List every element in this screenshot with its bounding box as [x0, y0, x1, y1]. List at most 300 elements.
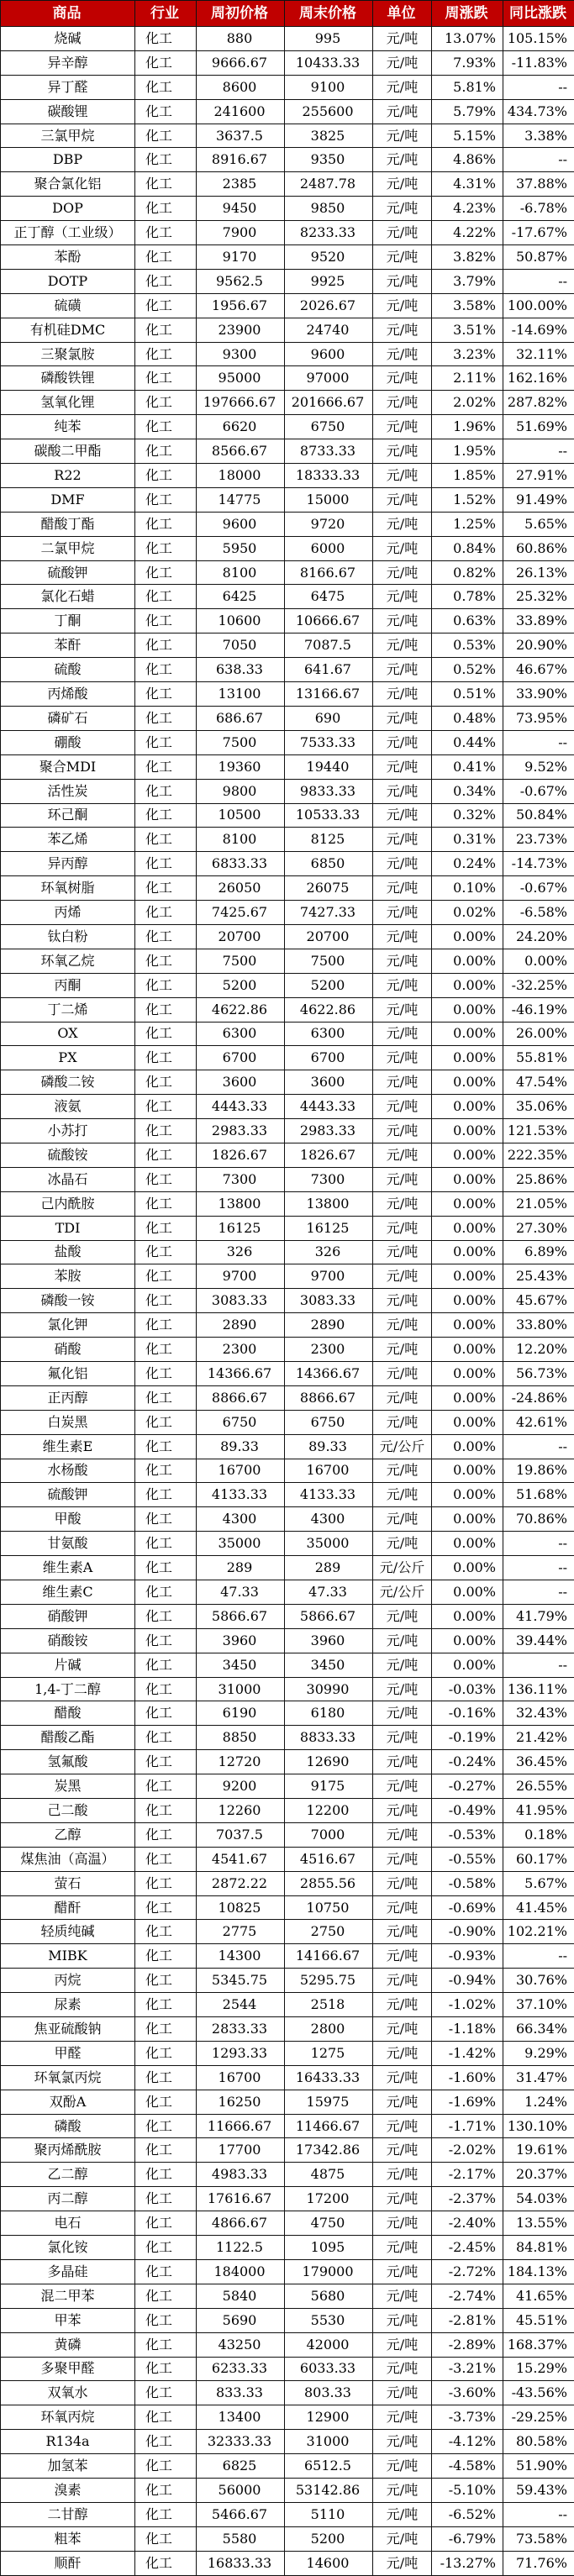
weekly-change-cell: -0.27% — [432, 1774, 503, 1799]
commodity-cell: DOTP — [1, 269, 135, 293]
industry-cell: 化工 — [135, 2454, 197, 2479]
week-start-price-cell: 3960 — [197, 1628, 285, 1653]
week-start-price-cell: 4541.67 — [197, 1847, 285, 1871]
week-end-price-cell: 5200 — [285, 2526, 373, 2551]
week-start-price-cell: 12720 — [197, 1750, 285, 1774]
week-start-price-cell: 833.33 — [197, 2381, 285, 2405]
week-start-price-cell: 13400 — [197, 2405, 285, 2430]
table-row — [1, 1895, 574, 1920]
week-end-price-cell: 7533.33 — [285, 730, 373, 754]
table-row — [1, 27, 574, 51]
week-start-price-cell: 3083.33 — [197, 1289, 285, 1313]
industry-cell: 化工 — [135, 439, 197, 464]
week-start-price-cell: 16250 — [197, 2090, 285, 2114]
industry-cell: 化工 — [135, 1338, 197, 1362]
yoy-change-cell: 47.54% — [503, 1070, 574, 1095]
week-start-price-cell: 6425 — [197, 585, 285, 609]
weekly-change-cell: 0.00% — [432, 924, 503, 949]
weekly-change-cell: 0.00% — [432, 1434, 503, 1459]
yoy-change-cell: 30.76% — [503, 1969, 574, 1993]
table-row — [1, 1604, 574, 1628]
industry-cell: 化工 — [135, 560, 197, 585]
industry-cell: 化工 — [135, 75, 197, 99]
header-week-end-price: 周末价格 — [285, 1, 373, 27]
yoy-change-cell: -- — [503, 439, 574, 464]
commodity-cell: R134a — [1, 2430, 135, 2454]
table-row — [1, 2041, 574, 2065]
industry-cell: 化工 — [135, 2017, 197, 2042]
weekly-change-cell: -0.94% — [432, 1969, 503, 1993]
unit-cell: 元/吨 — [373, 828, 432, 852]
week-end-price-cell: 3450 — [285, 1653, 373, 1677]
yoy-change-cell: 102.21% — [503, 1920, 574, 1944]
yoy-change-cell: 59.43% — [503, 2478, 574, 2502]
week-end-price-cell: 1275 — [285, 2041, 373, 2065]
week-start-price-cell: 14775 — [197, 487, 285, 512]
industry-cell: 化工 — [135, 2065, 197, 2090]
commodity-cell: 己二酸 — [1, 1799, 135, 1823]
week-start-price-cell: 17616.67 — [197, 2187, 285, 2211]
yoy-change-cell: 1.24% — [503, 2090, 574, 2114]
yoy-change-cell: 41.79% — [503, 1604, 574, 1628]
weekly-change-cell: 0.51% — [432, 682, 503, 707]
week-end-price-cell: 14166.67 — [285, 1944, 373, 1969]
commodity-cell: 硫酸钾 — [1, 1483, 135, 1507]
commodity-cell: 纯苯 — [1, 415, 135, 439]
yoy-change-cell: 105.15% — [503, 27, 574, 51]
week-end-price-cell: 7500 — [285, 949, 373, 973]
yoy-change-cell: -0.67% — [503, 876, 574, 901]
commodity-cell: 黄磷 — [1, 2332, 135, 2357]
table-row — [1, 512, 574, 536]
week-start-price-cell: 2544 — [197, 1993, 285, 2017]
week-start-price-cell: 6833.33 — [197, 852, 285, 876]
yoy-change-cell: 130.10% — [503, 2114, 574, 2138]
week-start-price-cell: 31000 — [197, 1677, 285, 1701]
week-start-price-cell: 1293.33 — [197, 2041, 285, 2065]
unit-cell: 元/吨 — [373, 464, 432, 488]
weekly-change-cell: 0.52% — [432, 658, 503, 682]
week-start-price-cell: 10825 — [197, 1895, 285, 1920]
header-industry: 行业 — [135, 1, 197, 27]
commodity-cell: 活性炭 — [1, 779, 135, 803]
commodity-cell: PX — [1, 1046, 135, 1070]
unit-cell: 元/吨 — [373, 1313, 432, 1338]
week-start-price-cell: 5950 — [197, 536, 285, 560]
weekly-change-cell: -2.02% — [432, 2138, 503, 2163]
yoy-change-cell: -- — [503, 2502, 574, 2526]
unit-cell: 元/吨 — [373, 487, 432, 512]
week-start-price-cell: 880 — [197, 27, 285, 51]
table-row — [1, 1556, 574, 1580]
table-row — [1, 1628, 574, 1653]
commodity-cell: 环氧丙烷 — [1, 2405, 135, 2430]
week-end-price-cell: 9600 — [285, 342, 373, 366]
unit-cell: 元/吨 — [373, 2187, 432, 2211]
weekly-change-cell: -0.49% — [432, 1799, 503, 1823]
commodity-cell: 液氨 — [1, 1095, 135, 1119]
weekly-change-cell: 4.22% — [432, 221, 503, 245]
week-end-price-cell: 803.33 — [285, 2381, 373, 2405]
weekly-change-cell: 4.31% — [432, 172, 503, 197]
yoy-change-cell: -46.19% — [503, 997, 574, 1022]
week-start-price-cell: 7900 — [197, 221, 285, 245]
yoy-change-cell: 50.87% — [503, 245, 574, 270]
industry-cell: 化工 — [135, 1216, 197, 1240]
week-end-price-cell: 6180 — [285, 1701, 373, 1726]
week-end-price-cell: 89.33 — [285, 1434, 373, 1459]
unit-cell: 元/吨 — [373, 1750, 432, 1774]
commodity-cell: 苯酐 — [1, 633, 135, 658]
unit-cell: 元/吨 — [373, 2308, 432, 2332]
yoy-change-cell: 56.73% — [503, 1361, 574, 1385]
yoy-change-cell: 45.51% — [503, 2308, 574, 2332]
week-end-price-cell: 179000 — [285, 2259, 373, 2284]
commodity-cell: 小苏打 — [1, 1119, 135, 1143]
commodity-cell: 二氯甲烷 — [1, 536, 135, 560]
week-start-price-cell: 7050 — [197, 633, 285, 658]
table-row — [1, 1119, 574, 1143]
table-row — [1, 2381, 574, 2405]
week-end-price-cell: 3960 — [285, 1628, 373, 1653]
week-start-price-cell: 18000 — [197, 464, 285, 488]
week-end-price-cell: 326 — [285, 1240, 373, 1264]
week-start-price-cell: 16700 — [197, 1459, 285, 1483]
unit-cell: 元/吨 — [373, 2526, 432, 2551]
unit-cell: 元/吨 — [373, 1895, 432, 1920]
commodity-cell: 氯化钾 — [1, 1313, 135, 1338]
unit-cell: 元/吨 — [373, 536, 432, 560]
weekly-change-cell: 0.41% — [432, 754, 503, 779]
unit-cell: 元/吨 — [373, 366, 432, 391]
week-start-price-cell: 5466.67 — [197, 2502, 285, 2526]
week-start-price-cell: 5866.67 — [197, 1604, 285, 1628]
commodity-cell: 粗苯 — [1, 2526, 135, 2551]
week-end-price-cell: 995 — [285, 27, 373, 51]
commodity-cell: 混二甲苯 — [1, 2284, 135, 2308]
yoy-change-cell: 222.35% — [503, 1143, 574, 1167]
table-row — [1, 1022, 574, 1046]
table-row — [1, 2357, 574, 2381]
week-start-price-cell: 2833.33 — [197, 2017, 285, 2042]
yoy-change-cell: -- — [503, 1556, 574, 1580]
week-start-price-cell: 16833.33 — [197, 2551, 285, 2575]
industry-cell: 化工 — [135, 1191, 197, 1216]
weekly-change-cell: -1.71% — [432, 2114, 503, 2138]
table-row — [1, 2284, 574, 2308]
industry-cell: 化工 — [135, 221, 197, 245]
industry-cell: 化工 — [135, 197, 197, 221]
week-end-price-cell: 16433.33 — [285, 2065, 373, 2090]
unit-cell: 元/吨 — [373, 1046, 432, 1070]
commodity-cell: 片碱 — [1, 1653, 135, 1677]
week-end-price-cell: 47.33 — [285, 1580, 373, 1605]
table-row — [1, 2551, 574, 2575]
unit-cell: 元/吨 — [373, 585, 432, 609]
yoy-change-cell: -32.25% — [503, 973, 574, 997]
commodity-cell: DOP — [1, 197, 135, 221]
industry-cell: 化工 — [135, 2430, 197, 2454]
week-start-price-cell: 3450 — [197, 1653, 285, 1677]
industry-cell: 化工 — [135, 245, 197, 270]
weekly-change-cell: -2.89% — [432, 2332, 503, 2357]
yoy-change-cell: 39.44% — [503, 1628, 574, 1653]
industry-cell: 化工 — [135, 609, 197, 633]
commodity-cell: 甘氨酸 — [1, 1532, 135, 1556]
yoy-change-cell: 136.11% — [503, 1677, 574, 1701]
weekly-change-cell: 0.00% — [432, 1532, 503, 1556]
unit-cell: 元/吨 — [373, 1143, 432, 1167]
commodity-cell: 苯乙烯 — [1, 828, 135, 852]
commodity-cell: 磷酸 — [1, 2114, 135, 2138]
industry-cell: 化工 — [135, 1143, 197, 1167]
weekly-change-cell: 0.00% — [432, 1653, 503, 1677]
week-start-price-cell: 184000 — [197, 2259, 285, 2284]
weekly-change-cell: 3.82% — [432, 245, 503, 270]
week-end-price-cell: 2487.78 — [285, 172, 373, 197]
table-row — [1, 342, 574, 366]
weekly-change-cell: 0.00% — [432, 997, 503, 1022]
commodity-cell: OX — [1, 1022, 135, 1046]
unit-cell: 元/吨 — [373, 1385, 432, 1410]
table-row — [1, 1264, 574, 1289]
week-end-price-cell: 10533.33 — [285, 803, 373, 828]
table-row — [1, 2138, 574, 2163]
unit-cell: 元/吨 — [373, 1289, 432, 1313]
industry-cell: 化工 — [135, 2163, 197, 2187]
week-start-price-cell: 6620 — [197, 415, 285, 439]
commodity-cell: 二甘醇 — [1, 2502, 135, 2526]
week-end-price-cell: 31000 — [285, 2430, 373, 2454]
unit-cell: 元/吨 — [373, 269, 432, 293]
yoy-change-cell: 54.03% — [503, 2187, 574, 2211]
weekly-change-cell: 0.00% — [432, 1385, 503, 1410]
weekly-change-cell: -2.81% — [432, 2308, 503, 2332]
commodity-cell: 1,4-丁二醇 — [1, 1677, 135, 1701]
week-end-price-cell: 5200 — [285, 973, 373, 997]
table-row — [1, 148, 574, 172]
commodity-cell: 磷酸铁锂 — [1, 366, 135, 391]
industry-cell: 化工 — [135, 2114, 197, 2138]
weekly-change-cell: 0.00% — [432, 1070, 503, 1095]
weekly-change-cell: -3.73% — [432, 2405, 503, 2430]
table-row — [1, 1701, 574, 1726]
week-end-price-cell: 4300 — [285, 1507, 373, 1532]
yoy-change-cell: 9.29% — [503, 2041, 574, 2065]
commodity-cell: DMF — [1, 487, 135, 512]
table-row — [1, 2236, 574, 2260]
table-row — [1, 803, 574, 828]
week-start-price-cell: 4622.86 — [197, 997, 285, 1022]
table-row — [1, 2114, 574, 2138]
week-start-price-cell: 95000 — [197, 366, 285, 391]
week-end-price-cell: 4443.33 — [285, 1095, 373, 1119]
unit-cell: 元/吨 — [373, 1507, 432, 1532]
commodity-cell: 白炭黑 — [1, 1410, 135, 1434]
table-row — [1, 415, 574, 439]
week-start-price-cell: 4866.67 — [197, 2211, 285, 2236]
week-end-price-cell: 4875 — [285, 2163, 373, 2187]
yoy-change-cell: -43.56% — [503, 2381, 574, 2405]
unit-cell: 元/吨 — [373, 1774, 432, 1799]
week-start-price-cell: 9562.5 — [197, 269, 285, 293]
week-end-price-cell: 2750 — [285, 1920, 373, 1944]
yoy-change-cell: 32.11% — [503, 342, 574, 366]
weekly-change-cell: 0.00% — [432, 1410, 503, 1434]
unit-cell: 元/吨 — [373, 2041, 432, 2065]
industry-cell: 化工 — [135, 391, 197, 415]
week-start-price-cell: 6233.33 — [197, 2357, 285, 2381]
yoy-change-cell: 100.00% — [503, 293, 574, 318]
weekly-change-cell: 1.52% — [432, 487, 503, 512]
weekly-change-cell: 0.00% — [432, 1580, 503, 1605]
week-start-price-cell: 4300 — [197, 1507, 285, 1532]
yoy-change-cell: -- — [503, 1434, 574, 1459]
commodity-cell: 加氢苯 — [1, 2454, 135, 2479]
week-end-price-cell: 8866.67 — [285, 1385, 373, 1410]
yoy-change-cell: 36.45% — [503, 1750, 574, 1774]
industry-cell: 化工 — [135, 706, 197, 730]
week-end-price-cell: 8166.67 — [285, 560, 373, 585]
industry-cell: 化工 — [135, 682, 197, 707]
yoy-change-cell: 20.37% — [503, 2163, 574, 2187]
table-row — [1, 1385, 574, 1410]
weekly-change-cell: 0.00% — [432, 1216, 503, 1240]
yoy-change-cell: -14.73% — [503, 852, 574, 876]
unit-cell: 元/吨 — [373, 27, 432, 51]
unit-cell: 元/吨 — [373, 973, 432, 997]
unit-cell: 元/吨 — [373, 2259, 432, 2284]
table-row — [1, 633, 574, 658]
week-start-price-cell: 14366.67 — [197, 1361, 285, 1385]
yoy-change-cell: -6.78% — [503, 197, 574, 221]
unit-cell: 元/吨 — [373, 1822, 432, 1847]
table-row — [1, 1847, 574, 1871]
week-start-price-cell: 8600 — [197, 75, 285, 99]
industry-cell: 化工 — [135, 2502, 197, 2526]
header-row — [1, 1, 574, 27]
week-start-price-cell: 56000 — [197, 2478, 285, 2502]
week-start-price-cell: 32333.33 — [197, 2430, 285, 2454]
commodity-cell: 环己酮 — [1, 803, 135, 828]
week-start-price-cell: 9666.67 — [197, 50, 285, 75]
week-start-price-cell: 2300 — [197, 1338, 285, 1362]
table-row — [1, 706, 574, 730]
unit-cell: 元/吨 — [373, 997, 432, 1022]
yoy-change-cell: 0.00% — [503, 949, 574, 973]
industry-cell: 化工 — [135, 949, 197, 973]
week-end-price-cell: 5680 — [285, 2284, 373, 2308]
industry-cell: 化工 — [135, 2526, 197, 2551]
weekly-change-cell: 0.00% — [432, 1556, 503, 1580]
unit-cell: 元/吨 — [373, 2357, 432, 2381]
industry-cell: 化工 — [135, 1750, 197, 1774]
commodity-cell: 磷酸二铵 — [1, 1070, 135, 1095]
yoy-change-cell: 26.55% — [503, 1774, 574, 1799]
week-end-price-cell: 12690 — [285, 1750, 373, 1774]
commodity-cell: 苯酚 — [1, 245, 135, 270]
weekly-change-cell: 3.51% — [432, 318, 503, 342]
week-end-price-cell: 7427.33 — [285, 901, 373, 925]
yoy-change-cell: 50.84% — [503, 803, 574, 828]
table-body — [1, 27, 574, 2576]
yoy-change-cell: 84.81% — [503, 2236, 574, 2260]
week-start-price-cell: 7425.67 — [197, 901, 285, 925]
commodity-cell: 碳酸锂 — [1, 99, 135, 124]
yoy-change-cell: 60.86% — [503, 536, 574, 560]
weekly-change-cell: 0.00% — [432, 949, 503, 973]
unit-cell: 元/吨 — [373, 1338, 432, 1362]
unit-cell: 元/吨 — [373, 75, 432, 99]
weekly-change-cell: -0.16% — [432, 1701, 503, 1726]
table-row — [1, 1532, 574, 1556]
week-end-price-cell: 5530 — [285, 2308, 373, 2332]
unit-cell: 元/吨 — [373, 245, 432, 270]
week-start-price-cell: 8916.67 — [197, 148, 285, 172]
commodity-cell: 溴素 — [1, 2478, 135, 2502]
week-start-price-cell: 9700 — [197, 1264, 285, 1289]
commodity-cell: 己内酰胺 — [1, 1191, 135, 1216]
unit-cell: 元/吨 — [373, 2478, 432, 2502]
week-start-price-cell: 13800 — [197, 1191, 285, 1216]
unit-cell: 元/吨 — [373, 1410, 432, 1434]
week-start-price-cell: 8566.67 — [197, 439, 285, 464]
commodity-cell: 环氧乙烷 — [1, 949, 135, 973]
week-end-price-cell: 7300 — [285, 1167, 373, 1191]
table-row — [1, 2478, 574, 2502]
yoy-change-cell: -- — [503, 75, 574, 99]
industry-cell: 化工 — [135, 1799, 197, 1823]
table-row — [1, 1216, 574, 1240]
unit-cell: 元/吨 — [373, 779, 432, 803]
yoy-change-cell: 15.29% — [503, 2357, 574, 2381]
table-header — [1, 1, 574, 27]
yoy-change-cell: 41.95% — [503, 1799, 574, 1823]
weekly-change-cell: -3.21% — [432, 2357, 503, 2381]
weekly-change-cell: -2.37% — [432, 2187, 503, 2211]
industry-cell: 化工 — [135, 464, 197, 488]
weekly-change-cell: 1.96% — [432, 415, 503, 439]
unit-cell: 元/吨 — [373, 318, 432, 342]
industry-cell: 化工 — [135, 585, 197, 609]
unit-cell: 元/吨 — [373, 2017, 432, 2042]
week-start-price-cell: 6300 — [197, 1022, 285, 1046]
unit-cell: 元/吨 — [373, 2454, 432, 2479]
commodity-cell: 硝酸钾 — [1, 1604, 135, 1628]
week-end-price-cell: 8125 — [285, 828, 373, 852]
industry-cell: 化工 — [135, 1046, 197, 1070]
week-start-price-cell: 43250 — [197, 2332, 285, 2357]
unit-cell: 元/吨 — [373, 730, 432, 754]
week-end-price-cell: 7087.5 — [285, 633, 373, 658]
table-row — [1, 973, 574, 997]
unit-cell: 元/吨 — [373, 2114, 432, 2138]
industry-cell: 化工 — [135, 1944, 197, 1969]
yoy-change-cell: 162.16% — [503, 366, 574, 391]
weekly-change-cell: 13.07% — [432, 27, 503, 51]
week-end-price-cell: 9833.33 — [285, 779, 373, 803]
table-row — [1, 50, 574, 75]
yoy-change-cell: 33.90% — [503, 682, 574, 707]
weekly-change-cell: 0.48% — [432, 706, 503, 730]
industry-cell: 化工 — [135, 779, 197, 803]
yoy-change-cell: 23.73% — [503, 828, 574, 852]
unit-cell: 元/吨 — [373, 2502, 432, 2526]
industry-cell: 化工 — [135, 2405, 197, 2430]
industry-cell: 化工 — [135, 1677, 197, 1701]
industry-cell: 化工 — [135, 269, 197, 293]
table-row — [1, 99, 574, 124]
